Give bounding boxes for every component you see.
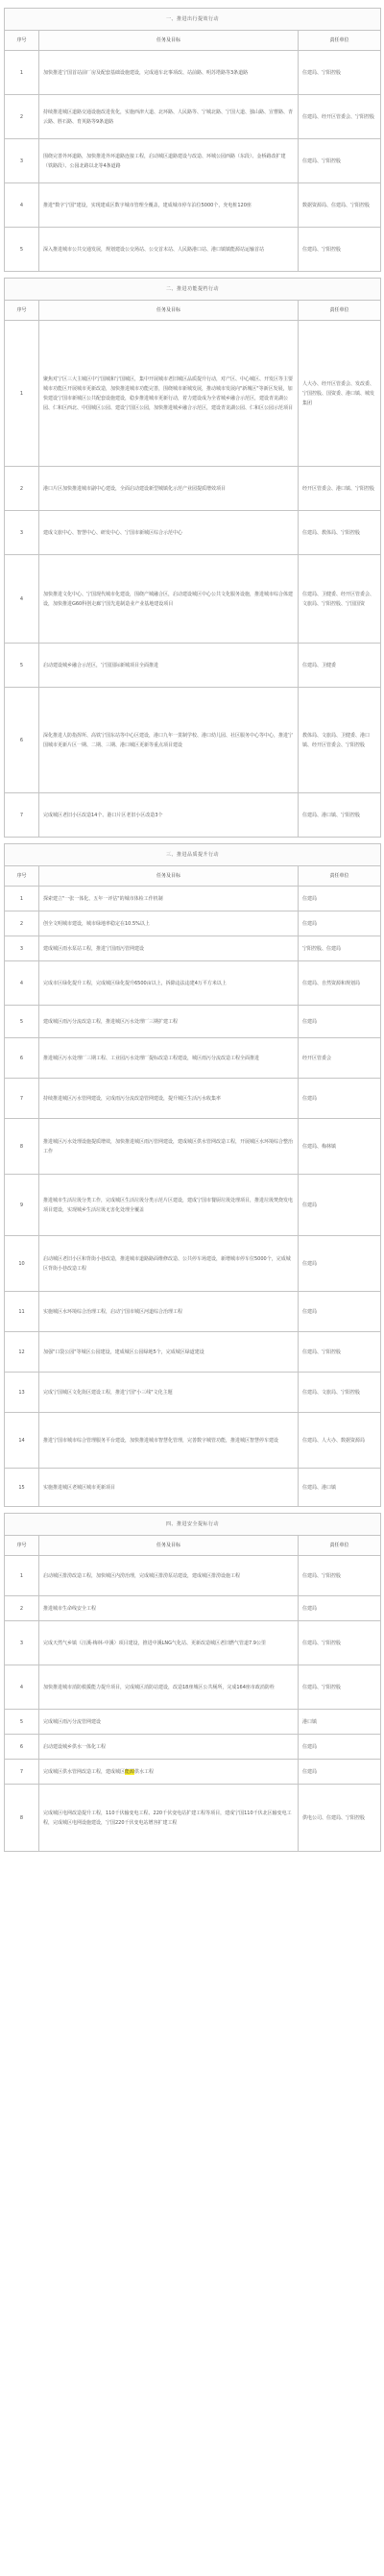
row-number: 4 bbox=[5, 555, 39, 644]
action-table bbox=[4, 278, 381, 838]
highlighted-text: 能源 bbox=[125, 1768, 135, 1775]
table-row bbox=[5, 688, 381, 793]
row-number: 1 bbox=[5, 51, 39, 95]
row-number: 1 bbox=[5, 321, 39, 467]
task-cell: 推进城区污水处理设施提质增效，加快推进城区雨污管网建设，建成城区供水管网改造工程，开展城区水环境综合整治工作 bbox=[39, 1119, 299, 1175]
task-cell: 完成市区绿化提升工程，完成城区绿化提升6500亩以上，拆除违法违建4万平方米以上 bbox=[39, 961, 299, 1006]
row-number: 7 bbox=[5, 793, 39, 838]
row-number: 3 bbox=[5, 511, 39, 555]
task-cell: 持续推进城区污水管网建设，完成雨污分流改造管网建设，提升城区生活污水收集率 bbox=[39, 1079, 299, 1119]
table-row bbox=[5, 961, 381, 1006]
table-row bbox=[5, 1175, 381, 1236]
responsible-unit: 住建局、宁阳控股 bbox=[299, 1665, 381, 1710]
task-cell: 加强"口袋公园"等城区公园建设，建成城区公园绿地5个，完成城区绿道建设 bbox=[39, 1332, 299, 1373]
row-number: 6 bbox=[5, 688, 39, 793]
row-number: 2 bbox=[5, 467, 39, 511]
responsible-unit: 住建局、宁阳控股 bbox=[299, 1332, 381, 1373]
responsible-unit: 住建局 bbox=[299, 1006, 381, 1038]
responsible-unit: 住建局、港口镇 bbox=[299, 1469, 381, 1507]
responsible-unit: 住建局、人大办、数据资源局 bbox=[299, 1413, 381, 1469]
header-unit: 责任单位 bbox=[299, 866, 381, 887]
responsible-unit: 住建局、教体局、宁阳控股 bbox=[299, 511, 381, 555]
row-number: 14 bbox=[5, 1413, 39, 1469]
table-row bbox=[5, 1332, 381, 1373]
table-row bbox=[5, 1760, 381, 1785]
responsible-unit: 教体局、文旅局、卫健委、港口镇、经开区管委会、宁阳控股 bbox=[299, 688, 381, 793]
section-title-row bbox=[5, 844, 381, 866]
table-row bbox=[5, 139, 381, 183]
responsible-unit: 港口镇 bbox=[299, 1710, 381, 1735]
responsible-unit: 住建局、宁阳控股 bbox=[299, 51, 381, 95]
responsible-unit: 住建局 bbox=[299, 887, 381, 911]
task-cell: 推进"数字宁国"建设，实现建成区数字城市管理全覆盖，建成城市停车泊位5000个，充电桩120座 bbox=[39, 183, 299, 228]
row-number: 15 bbox=[5, 1469, 39, 1507]
header-task: 任务及目标 bbox=[39, 866, 299, 887]
responsible-unit: 经开区管委会、港口镇、宁阳控股 bbox=[299, 467, 381, 511]
header-row bbox=[5, 301, 381, 321]
task-cell: 围绕完善外环道路，加快推进外环道路连接工程，启动城区道路建设与改造、环城公园西路（东段）、金桥路改扩建（铁路段）、公园北路以北等4条道路 bbox=[39, 139, 299, 183]
responsible-unit: 住建局、自然资源和规划局 bbox=[299, 961, 381, 1006]
table-row bbox=[5, 467, 381, 511]
table-row bbox=[5, 1236, 381, 1292]
row-number: 6 bbox=[5, 1735, 39, 1760]
responsible-unit: 供电公司、住建局、宁阳控股 bbox=[299, 1785, 381, 1852]
section-title-row bbox=[5, 279, 381, 301]
table-row bbox=[5, 1373, 381, 1413]
table-row bbox=[5, 321, 381, 467]
task-cell: 推进宁国市城市综合管理服务平台建设，加快推进城市智慧化管理，完善数字城管功能，推进城区智慧停车建设 bbox=[39, 1413, 299, 1469]
responsible-unit: 住建局、卫健委 bbox=[299, 644, 381, 688]
section-title: 二、推进功能提档行动 bbox=[5, 279, 381, 301]
row-number: 4 bbox=[5, 1665, 39, 1710]
table-row bbox=[5, 1079, 381, 1119]
task-cell: 完成城区老旧小区改造14个、港口片区老旧小区改造3个 bbox=[39, 793, 299, 838]
task-cell: 启动城区老旧小区和背街小巷改造，推进城市道路路面维修改造、公共停车场建设，新增城市停车位5000个，完成城区背街小巷改造工程 bbox=[39, 1236, 299, 1292]
responsible-unit: 经开区管委会 bbox=[299, 1038, 381, 1079]
table-row bbox=[5, 911, 381, 936]
row-number: 7 bbox=[5, 1760, 39, 1785]
task-cell bbox=[39, 1760, 299, 1785]
header-no: 序号 bbox=[5, 301, 39, 321]
table-row bbox=[5, 793, 381, 838]
task-cell: 完成宁国城区文化街区建设工程，推进宁国"小三线"文化主题 bbox=[39, 1373, 299, 1413]
task-cell: 加快推进文化中心、宁国现代城市化建设，围绕产城融合区，启动建设城区中心公共文化服务设施，推进城市综合体建设，加快推进G60科创走廊宁国先进制造业产业基地建设项目 bbox=[39, 555, 299, 644]
action-table bbox=[4, 1513, 381, 1852]
table-row bbox=[5, 936, 381, 961]
row-number: 3 bbox=[5, 139, 39, 183]
responsible-unit: 住建局 bbox=[299, 1596, 381, 1621]
header-row bbox=[5, 866, 381, 887]
row-number: 3 bbox=[5, 1621, 39, 1665]
row-number: 4 bbox=[5, 961, 39, 1006]
task-cell: 建成文旅中心、智慧中心、研发中心、宁国市新城区综合示范中心 bbox=[39, 511, 299, 555]
task-cell: 推进城区污水处理厂三期工程、工业园污水处理厂提标改造工程建设，城区雨污分流改造工程全面推进 bbox=[39, 1038, 299, 1079]
top-gap bbox=[4, 0, 380, 8]
table-row bbox=[5, 1413, 381, 1469]
table-row bbox=[5, 1469, 381, 1507]
header-no: 序号 bbox=[5, 1536, 39, 1556]
task-cell: 启动建设城乡融合示范区，宁国国际新城项目全面推进 bbox=[39, 644, 299, 688]
task-cell: 完成城区雨污分流管网建设 bbox=[39, 1710, 299, 1735]
section-title: 一、推进出行提效行动 bbox=[5, 9, 381, 31]
responsible-unit: 宁阳控股、住建局 bbox=[299, 936, 381, 961]
responsible-unit: 住建局、宁阳控股 bbox=[299, 1621, 381, 1665]
responsible-unit: 住建局、宁阳控股 bbox=[299, 1556, 381, 1596]
task-cell: 推进城市生命线安全工程 bbox=[39, 1596, 299, 1621]
row-number: 5 bbox=[5, 228, 39, 272]
task-cell: 创全文明城市建设，城市绿地率稳定在10.5%以上 bbox=[39, 911, 299, 936]
responsible-unit: 住建局 bbox=[299, 1735, 381, 1760]
section-title-row bbox=[5, 1514, 381, 1536]
row-number: 9 bbox=[5, 1175, 39, 1236]
responsible-unit: 住建局、文旅局、宁阳控股 bbox=[299, 1373, 381, 1413]
header-row bbox=[5, 31, 381, 51]
section-title-row bbox=[5, 9, 381, 31]
row-number: 11 bbox=[5, 1292, 39, 1332]
task-cell: 建成城区雨污分流改造工程，推进城区污水处理厂三期扩建工程 bbox=[39, 1006, 299, 1038]
task-cell: 加快推进城市消防救援能力提升项目，完成城区消防站建设，改造18座城区公共厕所，完成164座市政消防栓 bbox=[39, 1665, 299, 1710]
header-no: 序号 bbox=[5, 866, 39, 887]
table-row bbox=[5, 555, 381, 644]
header-no: 序号 bbox=[5, 31, 39, 51]
row-number: 5 bbox=[5, 1006, 39, 1038]
responsible-unit: 住建局 bbox=[299, 911, 381, 936]
task-cell: 推进城市生活垃圾分类工作，完成城区生活垃圾分类示范片区建设，建成宁国市餐厨垃圾处理项目，推进垃圾焚烧发电项目建设，实现城乡生活垃圾无害化处理全覆盖 bbox=[39, 1175, 299, 1236]
header-task: 任务及目标 bbox=[39, 301, 299, 321]
row-number: 8 bbox=[5, 1119, 39, 1175]
task-cell: 港口片区加快推进城市副中心建设，全面启动建设新型城镇化示范产业园提质增效项目 bbox=[39, 467, 299, 511]
responsible-unit: 住建局、经开区管委会、宁阳控股 bbox=[299, 95, 381, 139]
row-number: 4 bbox=[5, 183, 39, 228]
row-number: 8 bbox=[5, 1785, 39, 1852]
row-number: 1 bbox=[5, 1556, 39, 1596]
row-number: 2 bbox=[5, 95, 39, 139]
table-row bbox=[5, 887, 381, 911]
responsible-unit: 住建局、宁阳控股 bbox=[299, 228, 381, 272]
task-cell: 深入推进城市公共交通发展，规划建设公交场站、公交首末站、人民路港口站、港口镇镇能源站运输首站 bbox=[39, 228, 299, 272]
document bbox=[4, 0, 380, 2576]
table-row bbox=[5, 1556, 381, 1596]
responsible-unit: 住建局 bbox=[299, 1236, 381, 1292]
table-row bbox=[5, 511, 381, 555]
table-row bbox=[5, 95, 381, 139]
header-task: 任务及目标 bbox=[39, 1536, 299, 1556]
table-row bbox=[5, 1621, 381, 1665]
row-number: 10 bbox=[5, 1236, 39, 1292]
row-number: 3 bbox=[5, 936, 39, 961]
task-cell: 完成城区电网改造提升工程，110千伏输变电工程、220千伏变电站扩建工程等项目，建成宁国110千伏北区输变电工程，完成城区电网设施建设，宁国220千伏变电站增容扩建工程 bbox=[39, 1785, 299, 1852]
task-cell: 实施推进城区老城区城市更新项目 bbox=[39, 1469, 299, 1507]
task-text: 完成城区供水管网改造工程，建成城区 bbox=[43, 1768, 126, 1775]
header-unit: 责任单位 bbox=[299, 31, 381, 51]
task-cell: 聚焦对宁区三大主城区中宁国城和宁国城区，集中开展城市老旧城区品质提升行动，对产区、中心城区、开发区等主要城市功能区开展城市更新改造，加快推进城市功能完善，围绕城市新城发展，推动城市发展向"新城区"等新区发展，加快建设宁国市新城区公共配套设施建设，稳步推进城市更新行动，着力建设成为全省城乡融合示范区，建设青龙湖公园、仁和区西北、中国城区公园、建设宁国区公园，加快推进城乡融合示范区，建设青龙湖公园、仁和区公园示范项目 bbox=[39, 321, 299, 467]
responsible-unit: 住建局 bbox=[299, 1175, 381, 1236]
task-cell: 建成城区雨水泵站工程，推进宁国雨污管网建设 bbox=[39, 936, 299, 961]
header-unit: 责任单位 bbox=[299, 301, 381, 321]
row-number: 6 bbox=[5, 1038, 39, 1079]
row-number: 5 bbox=[5, 644, 39, 688]
task-text-tail: 供水工程 bbox=[134, 1768, 155, 1775]
action-table bbox=[4, 8, 381, 272]
responsible-unit: 人大办、经开区管委会、发改委、宁国控股、国资委、港口镇、城发集团 bbox=[299, 321, 381, 467]
task-cell: 完成天然气乡镇（汪溪-梅林-中溪）项目建设，推进中溪LNG气化站、更新改造城区老旧燃气管道7.9公里 bbox=[39, 1621, 299, 1665]
header-task: 任务及目标 bbox=[39, 31, 299, 51]
row-number: 12 bbox=[5, 1332, 39, 1373]
task-cell: 启动城区排涝改造工程，加快城区内涝治理，完成城区排涝泵站建设，建成城区排涝设施工程 bbox=[39, 1556, 299, 1596]
responsible-unit: 住建局、港口镇、宁阳控股 bbox=[299, 793, 381, 838]
task-cell: 启动建设城乡供水一体化工程 bbox=[39, 1735, 299, 1760]
action-table bbox=[4, 843, 381, 1507]
task-cell: 加快推进宁国首站前厂房及配套基础设施建设，完成通车北事项改、站前路、明苏塔路等3条道路 bbox=[39, 51, 299, 95]
table-row bbox=[5, 1119, 381, 1175]
responsible-unit: 住建局、卫健委、经开区管委会、文旅局、宁阳控股、宁国国资 bbox=[299, 555, 381, 644]
row-number: 1 bbox=[5, 887, 39, 911]
row-number: 7 bbox=[5, 1079, 39, 1119]
task-cell: 探索建立"一张一体化、五年一评估"的城市体检工作机制 bbox=[39, 887, 299, 911]
table-row bbox=[5, 644, 381, 688]
task-cell: 持续推进城区道路交通设施改进优化，实施西津大道、北环路、人民路等、宁城北路、宁国大道、独山路、宣曹路、青云路、胜石路、育英路等9条道路 bbox=[39, 95, 299, 139]
responsible-unit: 住建局、宁阳控股 bbox=[299, 139, 381, 183]
responsible-unit: 住建局 bbox=[299, 1760, 381, 1785]
table-row bbox=[5, 1710, 381, 1735]
row-number: 2 bbox=[5, 1596, 39, 1621]
row-number: 13 bbox=[5, 1373, 39, 1413]
responsible-unit: 住建局、梅林镇 bbox=[299, 1119, 381, 1175]
table-row bbox=[5, 1785, 381, 1852]
responsible-unit: 住建局 bbox=[299, 1292, 381, 1332]
section-title: 三、推进品质提升行动 bbox=[5, 844, 381, 866]
row-number: 5 bbox=[5, 1710, 39, 1735]
task-cell: 深化推进人防指挥所、高铁宁国东站等中心区建设，港口九年一贯制学校、港口幼儿园、社区服务中心等中心，推进宁国城市更新片区一期、二期、三期、港口城区更新等重点项目建设 bbox=[39, 688, 299, 793]
section-title: 四、推进安全提标行动 bbox=[5, 1514, 381, 1536]
table-row bbox=[5, 51, 381, 95]
header-unit: 责任单位 bbox=[299, 1536, 381, 1556]
table-row bbox=[5, 1665, 381, 1710]
responsible-unit: 数据资源局、住建局、宁阳控股 bbox=[299, 183, 381, 228]
table-row bbox=[5, 1596, 381, 1621]
table-row bbox=[5, 1735, 381, 1760]
table-row bbox=[5, 1292, 381, 1332]
table-row bbox=[5, 1006, 381, 1038]
row-number: 2 bbox=[5, 911, 39, 936]
responsible-unit: 住建局 bbox=[299, 1079, 381, 1119]
table-row bbox=[5, 228, 381, 272]
task-cell: 实施城区水环境综合治理工程，启动宁国市城区河道综合治理工程 bbox=[39, 1292, 299, 1332]
header-row bbox=[5, 1536, 381, 1556]
table-row bbox=[5, 183, 381, 228]
table-row bbox=[5, 1038, 381, 1079]
